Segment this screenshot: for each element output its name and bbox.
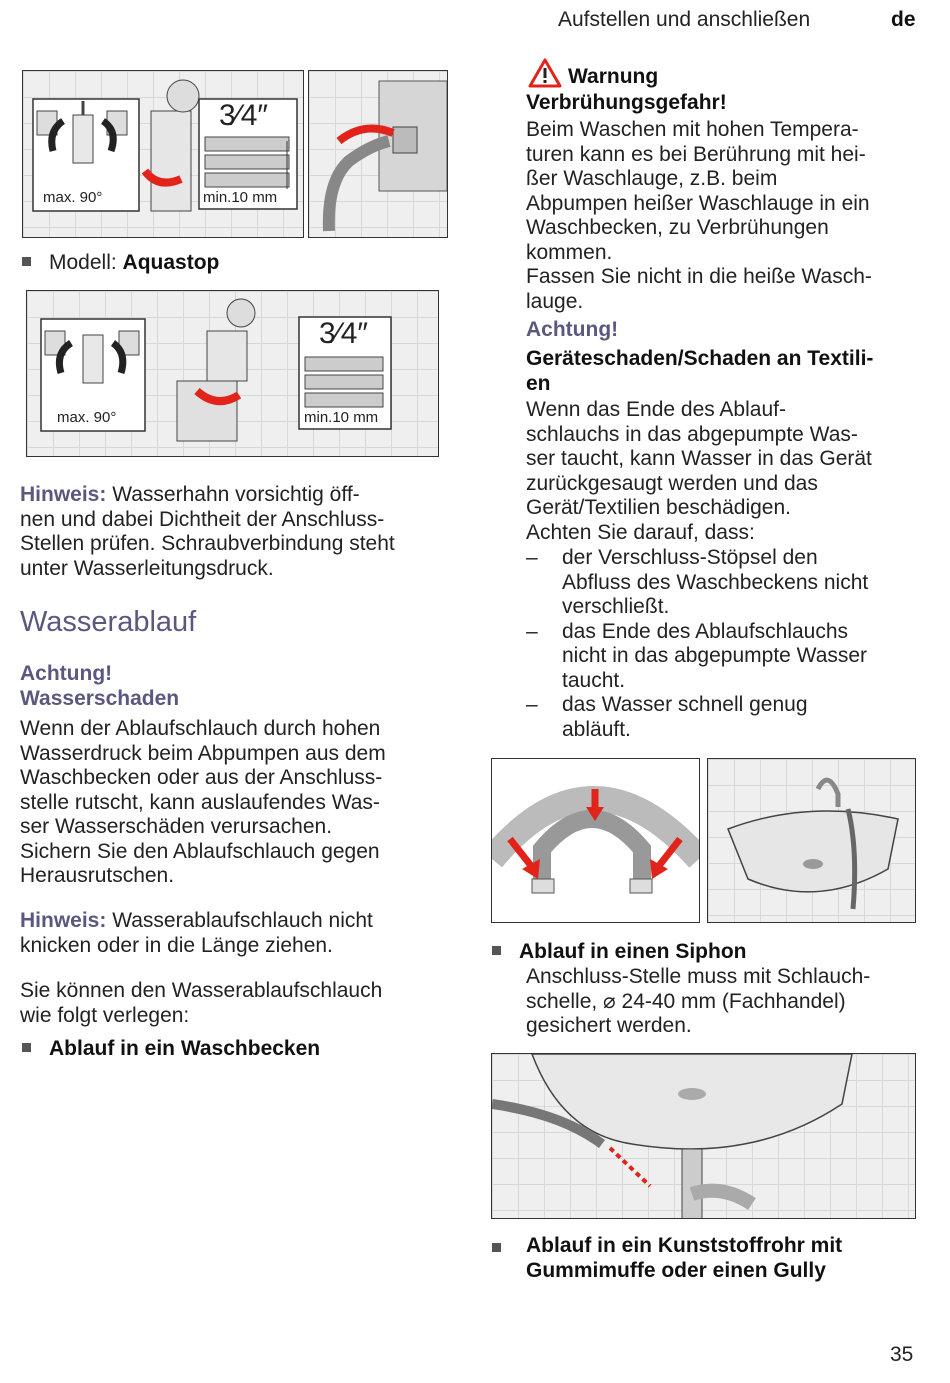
bullet-pipe-drain: Ablauf in ein Kunststoffrohr mit Gummimuffe oder einen Gully (492, 1234, 912, 1283)
list-item: – das Wasser schnell genug abläuft. (526, 693, 808, 741)
warning-title: Verbrühungsgefahr! (526, 91, 727, 114)
bullet-sink-drain: Ablauf in ein Waschbecken (22, 1037, 320, 1062)
caution-label: Achtung! (20, 662, 113, 685)
warning-triangle-icon (528, 58, 562, 88)
hint-note-2: Hinweis: Wasserablaufschlauch nicht knicken oder in die Länge ziehen. (20, 909, 373, 957)
hose-to-machine-illustration (308, 70, 448, 238)
caution-label: Achtung! (526, 318, 619, 341)
max-angle-label: max. 90° (43, 189, 103, 206)
tap-connection-illustration (22, 70, 304, 238)
thread-size-label: 3⁄4″ (319, 317, 368, 350)
bullet-square-icon (22, 257, 31, 266)
language-code: de (891, 8, 916, 31)
caution-title: Geräteschaden/Schaden an Textili- en (526, 347, 874, 395)
hint-label: Hinweis: (20, 483, 107, 506)
min-length-label: min.10 mm (304, 409, 379, 426)
min-length-label: min.10 mm (203, 189, 278, 206)
list-item: – das Ende des Ablaufschlauchs nicht in das abgepumpte Wasser taucht. (526, 619, 868, 692)
warning-instruction: Fassen Sie nicht in die heiße Wasch- lauge. (526, 265, 872, 313)
hint-label: Hinweis: (20, 909, 107, 932)
section-header-title: Aufstellen und anschließen (558, 8, 811, 31)
thread-size-label: 3⁄4″ (219, 99, 268, 132)
model-line: Modell: Aquastop (22, 251, 219, 276)
bullet-siphon-drain: Ablauf in einen Siphon (492, 940, 747, 965)
bullet-square-icon (492, 1243, 501, 1252)
list-item: – der Verschluss-Stöpsel den Abfluss des Waschbeckens nicht verschließt. (526, 546, 869, 618)
routing-intro: Sie können den Wasserablaufschlauch wie folgt verlegen: (20, 979, 383, 1027)
sink-hose-illustration (707, 758, 916, 923)
max-angle-label: max. 90° (57, 409, 117, 426)
caution-title: Wasserschaden (20, 687, 180, 710)
hint-note-1: Hinweis: Wasserhahn vorsichtig öff- nen und dabei Dichtheit der Anschluss- Stellen prüfen. Schraubverbindung steht unter Wasserleitungsdruck. (20, 483, 395, 580)
model-name: Aquastop (122, 251, 220, 274)
bullet-square-icon (492, 946, 501, 955)
page-number: 35 (890, 1343, 914, 1366)
warning-label: Warnung (568, 65, 659, 88)
siphon-connection-illustration (491, 1053, 916, 1219)
siphon-instructions: Anschluss-Stelle muss mit Schlauch- schelle, ⌀ 24-40 mm (Fachhandel) gesichert werden. (526, 965, 871, 1037)
hose-bend-illustration (491, 758, 700, 923)
warning-text: Beim Waschen mit hohen Tempera- turen kann es bei Berührung mit hei- ßer Waschlauge, z.B. beim Abpumpen heißer Waschlauge in ein Waschbecken, zu Verbrühungen kommen. (526, 118, 870, 264)
caution-checklist (526, 546, 936, 742)
bullet-square-icon (22, 1043, 31, 1052)
caution-text: Wenn der Ablaufschlauch durch hohen Wasserdruck beim Abpumpen aus dem Waschbecken oder aus der Anschluss- stelle rutscht, kann auslaufendes Was- ser Wasserschäden verursachen. Sichern Sie den Ablaufschlauch gegen Herausrutschen. (20, 717, 386, 887)
caution-text: Wenn das Ende des Ablauf- schlauchs in das abgepumpte Was- ser taucht, kann Wasser in das Gerät zurückgesaugt werden und das Gerät/Textilien beschädigen. Achten Sie darauf, dass: (526, 398, 872, 544)
aquastop-connection-illustration (26, 290, 439, 457)
section-title: Wasserablauf (20, 606, 197, 638)
